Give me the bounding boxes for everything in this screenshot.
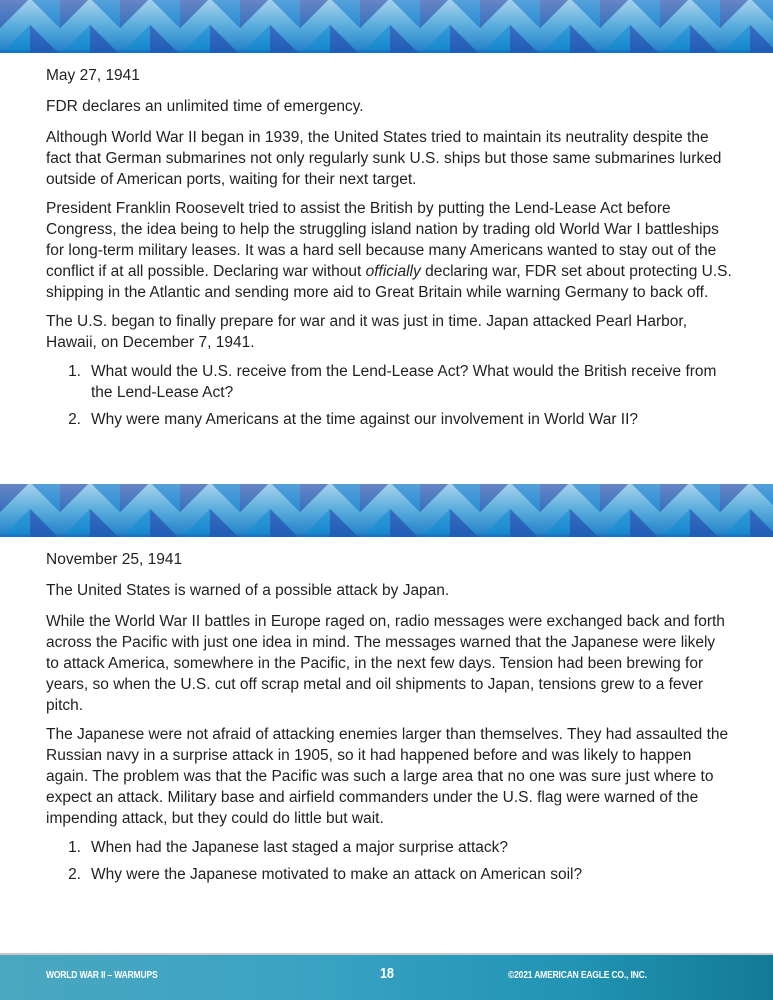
section-may-27-1941 <box>46 65 732 436</box>
section-november-25-1941 <box>46 549 732 891</box>
text: declaring war, FDR set about protecting U.S. shipping in the Atlantic and sending more aid to Great Britain while warning Germany to back off. <box>46 263 732 301</box>
entry-headline: The United States is warned of a possible attack by Japan. <box>46 582 450 599</box>
question-list <box>46 837 732 885</box>
question-item <box>46 409 732 430</box>
question-item <box>46 837 732 858</box>
question-text: Why were many Americans at the time against our involvement in World War II? <box>91 411 639 428</box>
paragraph: Although World War II began in 1939, the United States tried to maintain its neutrality despite the fact that German submarines not only regularly sunk U.S. ships but those same submarines lurked outside of American ports, waiting for their next target. <box>46 129 722 188</box>
text: President Franklin Roosevelt tried to assist the British by putting the Lend-Lease Act before Congress, the idea being to help the struggling island nation by trading old World War I battleships for long-term military leases. It was a hard sell because many Americans wanted to stay out of the conflict if at all possible. Declaring war without <box>46 200 719 280</box>
footer-copyright: ©2021 AMERICAN EAGLE CO., INC. <box>508 970 647 981</box>
question-number: 1. <box>68 363 81 380</box>
entry-date: November 25, 1941 <box>46 551 183 568</box>
question-text: What would the U.S. receive from the Lend-Lease Act? What would the British receive from the Lend-Lease Act? <box>91 363 717 401</box>
question-number: 1. <box>68 839 81 856</box>
decorative-banner-middle <box>0 484 773 537</box>
emphasis: officially <box>365 263 421 280</box>
question-text: Why were the Japanese motivated to make an attack on American soil? <box>91 866 583 883</box>
question-item <box>46 864 732 885</box>
page-footer <box>0 953 773 1000</box>
question-list <box>46 361 732 430</box>
question-number: 2. <box>68 866 81 883</box>
entry-headline: FDR declares an unlimited time of emergency. <box>46 98 364 115</box>
footer-title: WORLD WAR II – WARMUPS <box>46 970 158 981</box>
paragraph: The Japanese were not afraid of attacking enemies larger than themselves. They had assaulted the Russian navy in a surprise attack in 1905, so it had happened before and was likely to happen again. The problem was that the Pacific was such a large area that no one was sure just where to expect an attack. Military base and airfield commanders under the U.S. flag were warned of the impending attack, but they could do little but wait. <box>46 726 729 827</box>
page-number: 18 <box>380 965 394 982</box>
decorative-banner-top <box>0 0 773 53</box>
question-item <box>46 361 732 403</box>
question-text: When had the Japanese last staged a major surprise attack? <box>91 839 509 856</box>
paragraph: The U.S. began to finally prepare for war and it was just in time. Japan attacked Pearl Harbor, Hawaii, on December 7, 1941. <box>46 313 687 351</box>
paragraph: While the World War II battles in Europe raged on, radio messages were exchanged back and forth across the Pacific with just one idea in mind. The messages warned that the Japanese were likely to attack America, somewhere in the Pacific, in the next few days. Tension had been brewing for years, so when the U.S. cut off scrap metal and oil shipments to Japan, tensions grew to a fever pitch. <box>46 613 725 714</box>
question-number: 2. <box>68 411 81 428</box>
entry-date: May 27, 1941 <box>46 67 140 84</box>
paragraph <box>46 198 732 303</box>
